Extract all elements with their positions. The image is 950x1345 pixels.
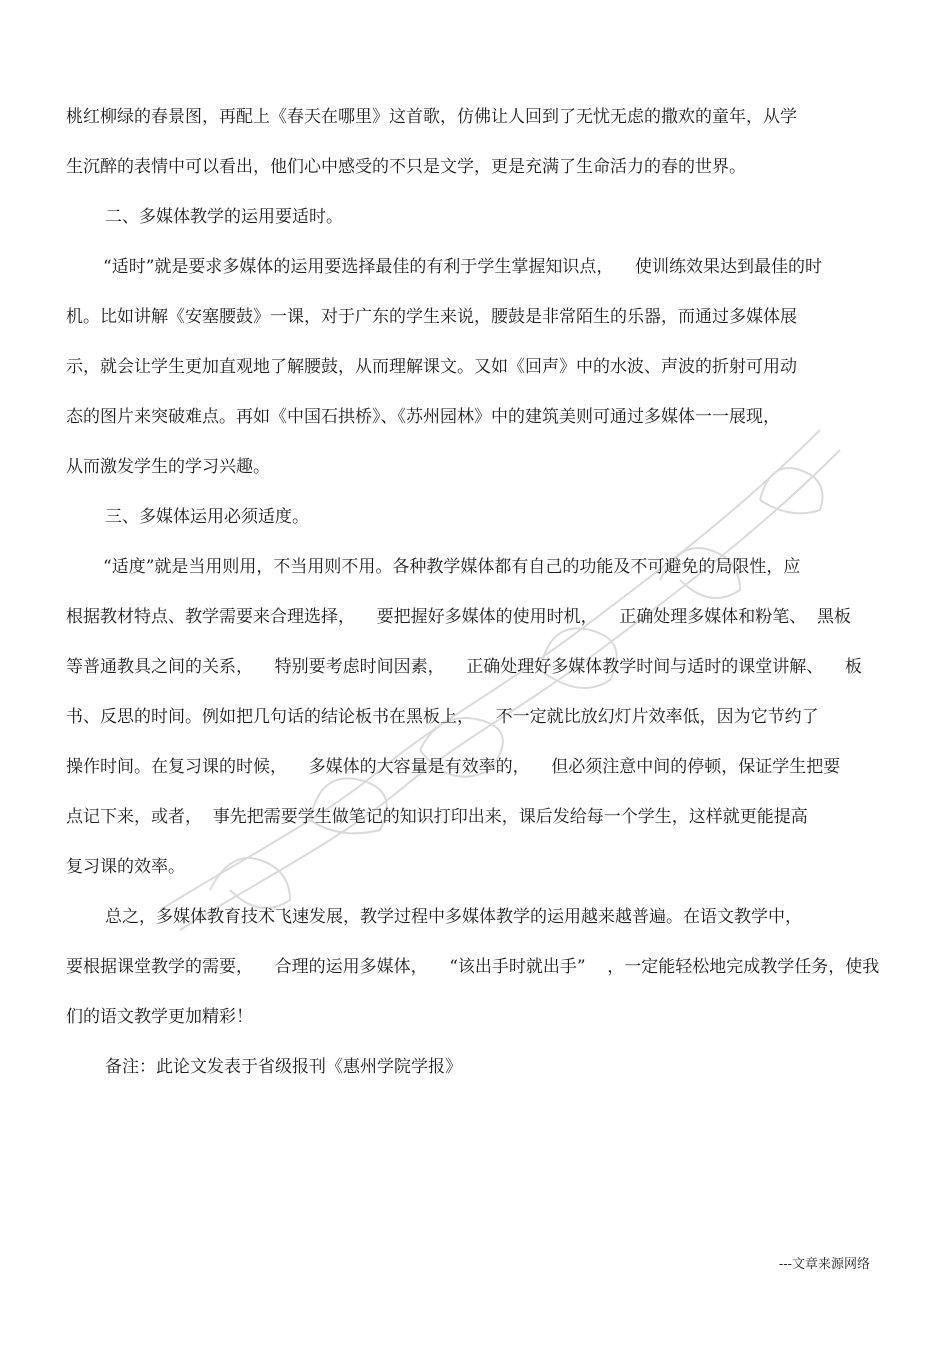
paragraph-line: 总之，多媒体教育技术飞速发展，教学过程中多媒体教学的运用越来越普遍。在语文教学中， [105,907,802,927]
paragraph-line: 生沉醉的表情中可以看出，他们心中感受的不只是文学，更是充满了生命活力的春的世界。 [66,157,746,177]
paragraph-line: “适度”就是当用则用，不当用则不用。各种教学媒体都有自己的功能及不可避免的局限性，应 [103,557,801,577]
paragraph-line: 点记下来，或者， 事先把需要学生做笔记的知识打印出来，课后发给每一个学生，这样就更能提高 [66,807,808,827]
paragraph-line: 从而激发学生的学习兴趣。 [66,457,270,477]
paragraph-line: 复习课的效率。 [66,857,185,877]
paragraph-line: 书、反思的时间。例如把几句话的结论板书在黑板上， 不一定就比放幻灯片效率低，因为它节约了 [66,707,819,727]
paragraph-line: 机。比如讲解《安塞腰鼓》一课，对于广东的学生来说，腰鼓是非常陌生的乐器，而通过多媒体展 [66,307,797,327]
paragraph-line: 示，就会让学生更加直观地了解腰鼓，从而理解课文。又如《回声》中的水波、声波的折射可用动 [66,357,797,377]
section-heading: 三、多媒体运用必须适度。 [105,507,309,527]
note-line: 备注：此论文发表于省级报刊《惠州学院学报》 [105,1057,462,1077]
paragraph-line: 们的语文教学更加精彩！ [66,1007,253,1027]
paragraph-line: 要根据课堂教学的需要， 合理的运用多媒体， “该出手时就出手” ，一定能轻松地完成教学任务，使我 [66,957,880,977]
section-heading: 二、多媒体教学的运用要适时。 [105,207,343,227]
paragraph-line: 态的图片来突破难点。再如《中国石拱桥》、《苏州园林》中的建筑美则可通过多媒体一一展现， [66,407,780,427]
paragraph-line: 根据教材特点、教学需要来合理选择， 要把握好多媒体的使用时机， 正确处理多媒体和粉笔、 黑板 [66,607,852,627]
paragraph-line: 操作时间。在复习课的时候， 多媒体的大容量是有效率的， 但必须注意中间的停顿，保证学生把要 [66,757,841,777]
paragraph-line: “适时”就是要求多媒体的运用要选择最佳的有利于学生掌握知识点， 使训练效果达到最佳的时 [103,257,822,277]
paragraph-line: 桃红柳绿的春景图，再配上《春天在哪里》这首歌，仿佛让人回到了无忧无虑的撒欢的童年，从学 [66,107,797,127]
source-footer: ---文章来源网络 [778,1257,870,1272]
paragraph-line: 等普通教具之间的关系， 特别要考虑时间因素， 正确处理好多媒体教学时间与适时的课堂讲解、 板 [66,657,862,677]
